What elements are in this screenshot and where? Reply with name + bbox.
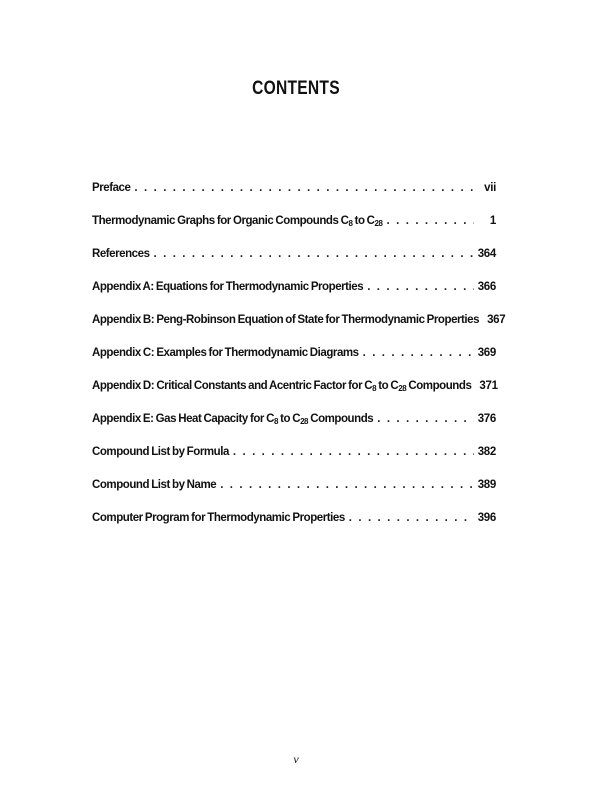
toc-page-number: 396 xyxy=(477,512,496,524)
toc-page-number: 382 xyxy=(477,446,496,458)
toc-entry-label: Compound List by Formula xyxy=(92,446,229,458)
dot-leader xyxy=(349,512,474,524)
toc-page-number: 369 xyxy=(477,347,496,359)
toc-entry-appendix-d xyxy=(92,380,496,413)
toc-page-number: 364 xyxy=(477,248,496,260)
toc-entry-label: Appendix E: Gas Heat Capacity for $C_8$ to $C_{28}$ Compounds xyxy=(92,413,374,426)
toc-entry-appendix-b xyxy=(92,314,506,347)
toc-entry-preface xyxy=(92,182,496,215)
toc-entry-appendix-a xyxy=(92,281,496,314)
toc-entry-label: Computer Program for Thermodynamic Properties xyxy=(92,512,345,524)
toc-page-number: 389 xyxy=(477,479,496,491)
toc-page-number: 1 xyxy=(489,215,496,227)
toc-page-number: 367 xyxy=(487,314,506,326)
toc-page-number: 366 xyxy=(477,281,496,293)
dot-leader xyxy=(134,182,474,194)
toc-entry-references xyxy=(92,248,496,281)
toc-page-number: vii xyxy=(484,182,496,194)
dot-leader xyxy=(363,347,474,359)
dot-leader xyxy=(220,479,474,491)
toc-entry-label: Compound List by Name xyxy=(92,479,217,491)
toc-entry-label: Appendix D: Critical Constants and Acentric Factor for $C_8$ to $C_{28}$ Compounds xyxy=(92,380,472,393)
dot-leader xyxy=(387,215,474,227)
toc-page-number: 376 xyxy=(477,413,496,425)
dot-leader xyxy=(233,446,474,458)
toc-entry-appendix-e xyxy=(92,413,496,446)
toc-entry-label: Appendix C: Examples for Thermodynamic Diagrams xyxy=(92,347,359,359)
toc-entry-label: Appendix A: Equations for Thermodynamic Properties xyxy=(92,281,364,293)
toc-entry-thermodynamic-graphs xyxy=(92,215,496,248)
toc-entry-label: References xyxy=(92,248,150,260)
toc-entry-computer-program xyxy=(92,512,496,545)
page-folio-number: v xyxy=(293,752,299,766)
table-of-contents xyxy=(92,182,506,545)
toc-page-number: 371 xyxy=(479,380,498,392)
dot-leader xyxy=(377,413,473,425)
toc-entry-appendix-c xyxy=(92,347,496,380)
toc-entry-label: Thermodynamic Graphs for Organic Compounds $C_8$ to $C_{28}$ xyxy=(92,215,383,228)
dot-leader xyxy=(367,281,474,293)
dot-leader xyxy=(154,248,474,260)
toc-entry-compound-list-formula xyxy=(92,446,496,479)
toc-entry-label: Appendix B: Peng-Robinson Equation of State for Thermodynamic Properties xyxy=(92,314,480,326)
toc-entry-label: Preface xyxy=(92,182,131,194)
page-title: CONTENTS xyxy=(252,78,340,99)
toc-entry-compound-list-name xyxy=(92,479,496,512)
